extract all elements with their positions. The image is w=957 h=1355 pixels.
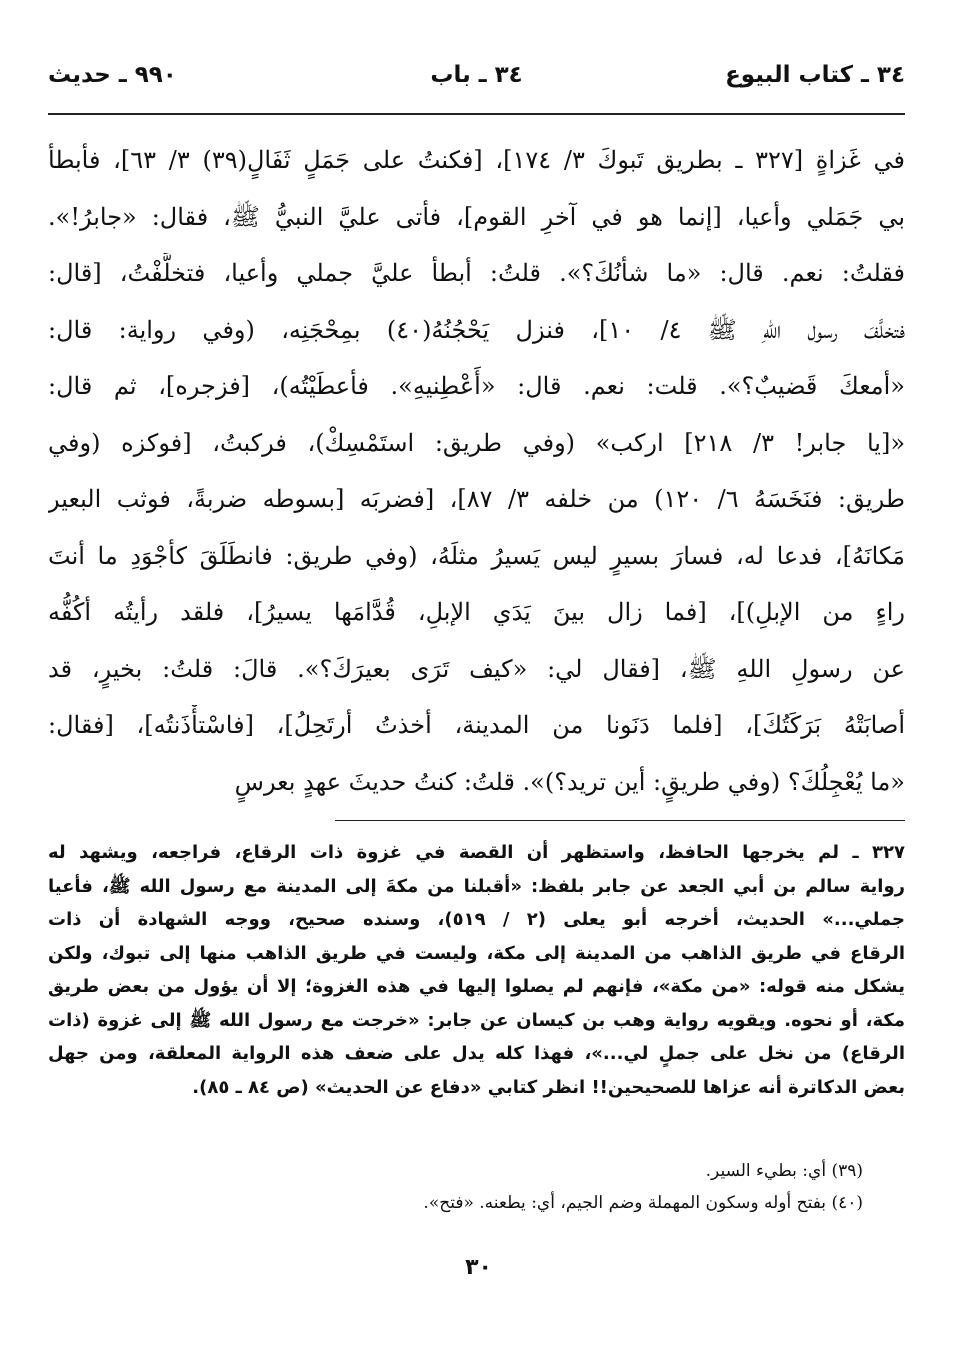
footnote-line: يشكل منه قوله: «من مكة»، فإنهم لم يصلوا إليها في هذه الغزوة؛ إلا أن يؤول من بعض طريق xyxy=(48,976,905,997)
header-divider xyxy=(48,113,905,115)
page-number: ٣٠ xyxy=(465,1255,492,1280)
main-text xyxy=(48,140,905,818)
footnote-divider xyxy=(335,820,905,821)
text-line: عن رسولِ اللهِ ﷺ، [فقال لي: «كيف تَرَى بعيرَكَ؟». قالَ: قلتُ: بخيرٍ، قد xyxy=(48,654,905,683)
text-line: «[يا جابر! ٣/ ٢١٨] اركب» (وفي طريق: استَمْسِكْ)، فركبتُ، [فوكزه (وفي xyxy=(48,428,905,457)
text-line: «أمعكَ قَضيبٌ؟». قلت: نعم. قال: «أَعْطِنيهِ». فأعطَيْتُه)، [فزجره]، ثم قال: xyxy=(48,372,905,400)
text-line: أصابَتْهُ بَرَكَتُكَ]، [فلما دَنَونا من المدينة، أخذتُ أرتَحِلُ]، [فاسْتأْذَنتُه]، [فقال: xyxy=(48,711,905,739)
footnote-line: ٣٢٧ ـ لم يخرجها الحافظ، واستظهر أن القصة في غزوة ذات الرقاع، فراجعه، ويشهد له xyxy=(48,842,905,863)
footnote-line: الرقاع في طريق الذاهب من المدينة إلى مكة، وليست في طريق الذاهب منها إلى تبوك، ولكن xyxy=(48,942,905,964)
section-title: ٣٤ ـ باب xyxy=(430,62,523,88)
page-header xyxy=(48,62,905,102)
footnote-line: مكة، أو نحوه. ويقويه رواية وهب بن كيسان عن جابر: «خرجت مع رسول الله ﷺ إلى غزوة (ذات xyxy=(48,1009,905,1031)
text-line: «ما يُعْجِلُكَ؟ (وفي طريقٍ: أين تريد؟)». قلتُ: كنتُ حديثَ عهدٍ بعرسٍ xyxy=(234,767,905,796)
footnote-327 xyxy=(48,838,905,1106)
text-line: راءٍ من الإبلِ)]، [فما زال بينَ يَدَي الإبلِ، قُدَّامَها يسيرُ]، فلقد رأيتُه أكُفُّه xyxy=(48,598,905,626)
word-footnotes xyxy=(48,1155,905,1219)
footnote-line: الرقاع) من نخل على جملٍ لي...»، فهذا كله يدل على ضعف هذه الرواية المعلقة، ومن جهل xyxy=(48,1043,905,1064)
hadith-number: ٩٩٠ ـ حديث xyxy=(48,62,177,88)
text-line: فتخلَّفَ رسول اللهِ ﷺ ٤/ ١٠]، فنزل يَحْجُنُهُ(٤٠) بمِحْجَنِه، (وفي رواية: قال: xyxy=(48,315,905,344)
text-line: طريق: فنَخَسَهُ ٦/ ١٢٠) من خلفه ٣/ ٨٧]، [فضربَه [بسوطه ضربةً، فوثب البعير xyxy=(48,485,905,513)
footnote-40: (٤٠) بفتح أوله وسكون المهملة وضم الجيم، أي: يطعنه. «فتح». xyxy=(423,1193,863,1213)
text-line: في غَزاةٍ [٣٢٧ ـ بطريق تَبوكَ ٣/ ١٧٤]، [فكنتُ على جَمَلٍ ثَفَالٍ(٣٩) ٣/ ٦٣]، فأبطأ xyxy=(48,146,905,174)
text-line: مَكانَهُ]، فدعا له، فسارَ بسيرٍ ليس يَسيرُ مثلَهُ، (وفي طريق: فانطَلَقَ كأجْوَدِ ما أنتَ xyxy=(48,541,905,570)
text-line: بي جَمَلي وأعيا، [إنما هو في آخرِ القوم]، فأتى عليَّ النبيُّ ﷺ، فقال: «جابرُ!». xyxy=(48,202,905,231)
footnote-line: بعض الدكاترة أنه عزاها للصحيحين!! انظر كتابي «دفاع عن الحديث» (ص ٨٤ ـ ٨٥). xyxy=(192,1076,905,1098)
footnote-line: جملي...» الحديث، أخرجه أبو يعلى (٢ / ٥١٩)، وسنده صحيح، ووجه الشهادة أن ذات xyxy=(48,909,905,930)
text-line: فقلتُ: نعم. قال: «ما شأنُكَ؟». قلتُ: أبطأ عليَّ جملي وأعيا، فتخلَّفْتُ، [قال: xyxy=(48,259,905,287)
chapter-title: ٣٤ ـ كتاب البيوع xyxy=(725,62,905,88)
footnote-line: رواية سالم بن أبي الجعد عن جابر بلفظ: «أقبلنا من مكةَ إلى المدينة مع رسول الله ﷺ، فأعيا xyxy=(48,875,905,897)
footnote-39: (٣٩) أي: بطيء السير. xyxy=(705,1161,863,1181)
